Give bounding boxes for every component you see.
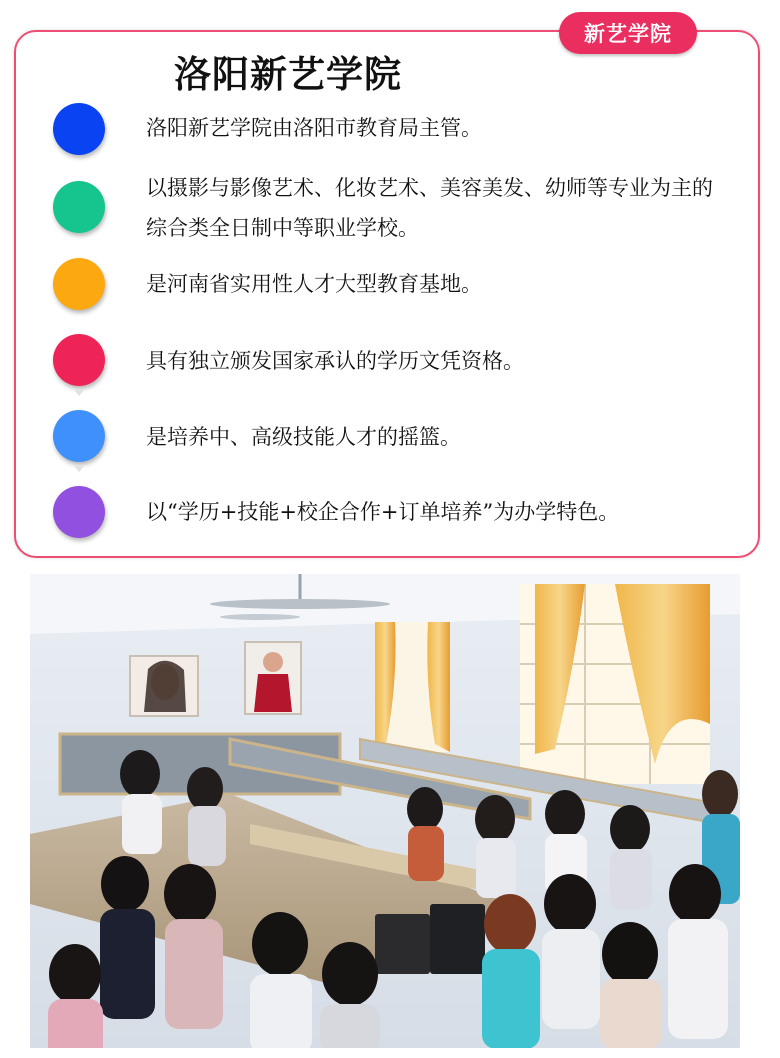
list-item-5: 是培养中、高级技能人才的摇篮。 <box>146 425 461 449</box>
page-title: 洛阳新艺学院 <box>174 53 402 96</box>
school-badge: 新艺学院 <box>559 12 697 54</box>
bullet-dot-4 <box>53 334 105 386</box>
bullet-tail-5 <box>74 466 84 472</box>
list-item-3: 是河南省实用性人才大型教育基地。 <box>146 272 482 296</box>
list-item-6: 以“学历+技能+校企合作+订单培养”为办学特色。 <box>146 500 620 524</box>
bullet-dot-6 <box>53 486 105 538</box>
bullet-tail-4 <box>74 390 84 396</box>
classroom-illustration <box>30 574 740 1048</box>
list-item-2: 以摄影与影像艺术、化妆艺术、美容美发、幼师等专业为主的综合类全日制中等职业学校。 <box>146 176 713 240</box>
list-item-1: 洛阳新艺学院由洛阳市教育局主管。 <box>146 116 482 140</box>
list-item-4: 具有独立颁发国家承认的学历文凭资格。 <box>146 349 524 373</box>
bullet-dot-2 <box>53 181 105 233</box>
classroom-photo <box>30 574 740 1048</box>
bullet-dot-1 <box>53 103 105 155</box>
bullet-dot-3 <box>53 258 105 310</box>
bullet-dot-5 <box>53 410 105 462</box>
